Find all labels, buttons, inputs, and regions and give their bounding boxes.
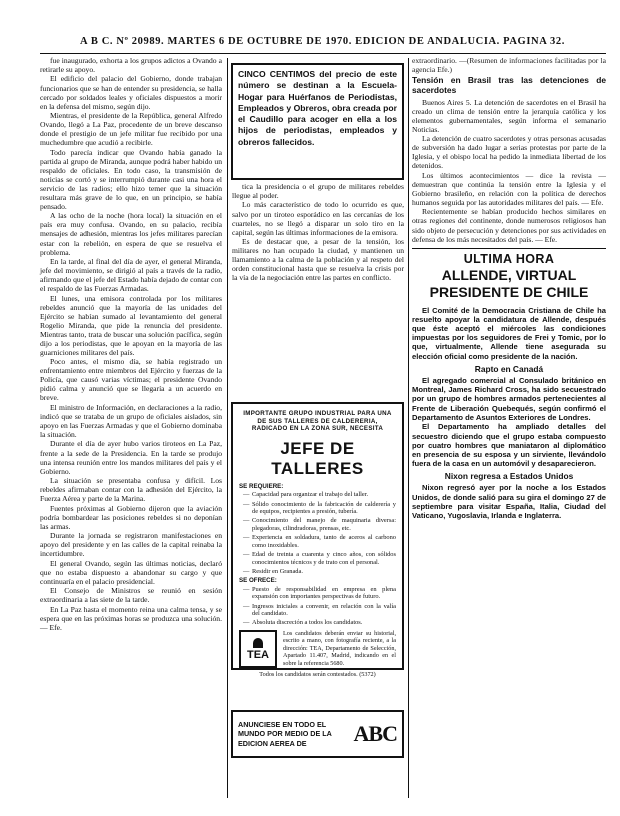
col1-paragraph: Poco antes, el mismo día, se había registrado un enfrentamiento entre miembros del Ejército y fuerzas de la Policía, que causó varias víctimas; el presidente Ovando pidió calma y anunció que se llegaría a un acuerdo en breve. xyxy=(40,357,222,403)
abc-logo: ABC xyxy=(353,721,397,746)
col1-paragraph: Todo parecía indicar que Ovando había ganado la partida al grupo de Miranda, aunque podrá haber habido un respaldo de oficiales. En todo caso, la transmisión de noticias se cortó y se interrumpió durante casi una hora el servicio de las radios; ello hizo temer que la situación resultara más grave de lo que, en un principio, se había pensado. xyxy=(40,147,222,211)
ad-footer: Todos los candidatos serán contestados. (5372) xyxy=(259,671,376,679)
requirement-item: — Sólido conocimiento de la fabricación de calderería y de equipos, recipientes a presión, tubería. xyxy=(239,501,396,516)
allende-paragraph: El Comité de la Democracia Cristiana de Chile ha resuelto apoyar la candidatura de Allende, después que éste aceptó el miércoles las condiciones impuestas por los seguidores de Frei y Tomic, por lo que, virtualmente, Allende tiene asegurada su elección oficial como presidente de la nación. xyxy=(412,305,606,361)
ad-contact-text: Los candidatos deberán enviar su historial, escrito a mano, con fotografía reciente, a la dirección: TEA, Departamento de Selección, Apartado 11.407, Madrid, indicando en el sobre la referencia 5680. xyxy=(283,630,396,667)
col1-paragraph: Durante la jornada se registraron manifestaciones en apoyo del presidente y en las calles de la capital reinaba la incertidumbre. xyxy=(40,531,222,559)
ad-contact-row xyxy=(239,630,396,668)
col1-paragraph: La situación se presentaba confusa y difícil. Los rebeldes afirmaban contar con la adhesión del Ejército, la Fuerza Aérea y parte de la Marina. xyxy=(40,476,222,504)
brasil-paragraph: Recientemente se habían producido hechos similares en otras regiones del continente, donde numerosos religiosos han sido objeto de persecución y detenciones por sus actividades en defensa de los más necesitados del país. — Efe. xyxy=(412,207,606,244)
column-right-news xyxy=(412,56,606,796)
col1-paragraph: A las ocho de la noche (hora local) la situación en el país era muy confusa. Ovando, en su palacio, recibía mensajes de adhesión, mientras los jefes militares parecían estar con la rebelión, en espera de que se resuelva el problema. xyxy=(40,211,222,257)
offer-item: — Absoluta discreción a todos los candidatos. xyxy=(239,619,396,627)
offer-item: — Puesto de responsabilidad en empresa en plena expansión con importantes perspectivas de futuro. xyxy=(239,586,396,601)
ultima-hora-heading: ULTIMA HORA xyxy=(463,251,555,266)
col1-paragraph: El Consejo de Ministros se reunió en sesión extraordinaria a las siete de la tarde. xyxy=(40,586,222,605)
col1-paragraph: El lunes, una emisora controlada por los militares rebeldes anunció que la mayoría de las unidades del Ejército se habían sumado al levantamiento del general Rogelio Miranda, que pide la renuncia del presidente. Mientras tanto, trata de buscar una solución pacífica, según dijo a los periodistas, que le apoyan en la mayoría de las guarniciones militares del país. xyxy=(40,293,222,357)
ad-header: IMPORTANTE GRUPO INDUSTRIAL PARA UNA DE SUS TALLERES DE CALDERERIA, RADICADO EN LA ZONA SUR, NECESITA xyxy=(243,410,392,433)
cinco-centimos-text: CINCO CENTIMOS del precio de este número se destinan a la Escuela-Hogar para Huérfanos de Periodistas, Empleados y Obreros, obra creada por el Caudillo para acoger en ella a los hijos de periodistas, empleados y obreros fallecidos. xyxy=(238,69,397,147)
col2-paragraph: Lo más característico de todo lo ocurrido es que, salvo por un tiroteo esporádico en las cercanías de los cuarteles, no se llegó a disparar un solo tiro en la capital, según las últimas informaciones de la emisora. xyxy=(232,200,404,237)
col1-paragraph: En la tarde, al final del día de ayer, el general Miranda, jefe del movimiento, se dirigió al país a través de la radio, afirmando que el jefe del Estado había dejado de contar con el respaldo de las Fuerzas Armadas. xyxy=(40,256,222,294)
col1-paragraph: El ministro de Información, en declaraciones a la radio, indicó que se trataba de un grupo de oficiales aislados, sin apoyo en las Fuerzas Armadas y que el Gobierno dominaba la situación. xyxy=(40,402,222,440)
page-masthead: A B C. Nº 20989. MARTES 6 DE OCTUBRE DE 1970. EDICION DE ANDALUCIA. PAGINA 32. xyxy=(80,36,565,47)
col1-paragraph: El general Ovando, según las últimas noticias, declaró que no estaba dispuesto a abandonar su cargo y que continuaría en el palacio presidencial. xyxy=(40,558,222,586)
offers-label: SE OFRECE: xyxy=(239,577,277,585)
requirement-item: — Conocimiento del manejo de maquinaria diversa: plegadoras, cilindradoras, prensas, etc. xyxy=(239,517,396,532)
masthead-rule xyxy=(40,53,606,54)
offer-item: — Ingresos iniciales a convenir, en relación con la valía del candidato. xyxy=(239,603,396,618)
requirement-item: — Edad de treinta a cuarenta y cinco años, con sólidos conocimientos técnicos y de trato con el personal. xyxy=(239,551,396,566)
requirements-list xyxy=(239,491,396,575)
requirement-item: — Experiencia en soldadura, tanto de aceros al carbono como inoxidables. xyxy=(239,534,396,549)
offers-list xyxy=(239,586,396,627)
col1-paragraph: Mientras, el presidente de la República, general Alfredo Ovando, llegó a La Paz, procedente de un breve descanso donde el prestigio de un jefe militar fue recibido por una muchedumbre que acudió a recibirle. xyxy=(40,111,222,148)
cinco-centimos-notice xyxy=(231,63,404,180)
col1-paragraph: El edificio del palacio del Gobierno, donde trabajan funcionarios que se han de entender su presidencia, se halla cercado por soldados leales y oficiales dispuestos a morir en la defensa del mismo, según dijo. xyxy=(40,74,222,111)
nixon-paragraph: Nixon regresó ayer por la noche a los Estados Unidos, de donde salió para su gira el domingo 27 de septiembre para visitar España, Italia, Ciudad del Vaticano, Yugoslavia, Irlanda e Inglaterra. xyxy=(412,483,606,520)
column-middle-article xyxy=(232,182,404,298)
abc-ad-text: ANUNCIESE EN TODO EL MUNDO POR MEDIO DE LA EDICION AEREA DE xyxy=(238,719,332,748)
col1-paragraph: fue inaugurado, exhorta a los grupos adictos a Ovando a retirarle su apoyo. xyxy=(40,56,222,75)
col2-paragraph: Es de destacar que, a pesar de la tensión, los militares no han ocupado la ciudad, y mantienen un llamamiento a la calma de la población y al respeto del orden constitucional hasta que se resuelva la crisis por la vía de la negociación entre las partes en conflicto. xyxy=(232,237,404,283)
col1-paragraph: Durante el día de ayer hubo varios tiroteos en La Paz, frente a la sede de la Presidencia. En la tarde se produjo una intensa reunión entre los mandos militares del país y el Gobierno. xyxy=(40,439,222,476)
requirements-label: SE REQUIERE: xyxy=(239,482,284,490)
column-bolivia-article xyxy=(40,56,222,796)
tea-logo xyxy=(239,630,277,668)
column-rule-left xyxy=(227,58,228,798)
headline-canada: Rapto en Canadá xyxy=(474,363,544,374)
canada-paragraph: El Departamento ha ampliado detalles del secuestro diciendo que el grupo estaba compuesto por cuatro hombres que maniataron al diplomático en presencia de su esposa y un sirviente, llevándolo fuera de la casa en un automóvil y desaparecieron. xyxy=(412,422,606,469)
column-rule-right xyxy=(408,58,409,798)
tea-logo-icon xyxy=(253,638,263,648)
ad-title: JEFE DE TALLERES xyxy=(271,438,364,478)
col1-paragraph: Fuentes próximas al Gobierno dijeron que la aviación podría bombardear las posiciones rebeldes si no deponían las armas. xyxy=(40,503,222,531)
canada-paragraph: El agregado comercial al Consulado británico en Montreal, James Richard Cross, ha sido secuestrado por un grupo de hombres armados pertenecientes al Frente de Liberación Quebequés, según confirmó el Departamento de Asuntos Exteriores de Londres. xyxy=(412,375,606,422)
tea-logo-text: TEA xyxy=(247,648,269,661)
headline-nixon: Nixon regresa a Estados Unidos xyxy=(444,471,574,482)
requirement-item: — Residir en Granada. xyxy=(239,568,396,576)
requirement-item: — Capacidad para organizar el trabajo del taller. xyxy=(239,491,396,499)
abc-air-edition-ad xyxy=(231,710,404,758)
section-rule xyxy=(412,248,606,249)
brasil-paragraph: La detención de cuatro sacerdotes y otras personas acusadas de subversión ha dado lugar a serias protestas por parte de la Iglesia, y el obispo local ha pedido la inmediata libertad de los detenidos. xyxy=(412,134,606,171)
headline-brasil: Tensión en Brasil tras las detenciones de sacerdotes xyxy=(412,75,606,95)
col2-paragraph: tica la presidencia o el grupo de militares rebeldes llegue al poder. xyxy=(232,182,404,201)
brasil-paragraph: Los últimos acontecimientos — dice la revista — demuestran que continúa la tensión entre la Iglesia y el Gobierno brasileño, en relación con la política de derechos humanos seguida por las autoridades militares del país. — Efe. xyxy=(412,170,606,207)
brasil-paragraph: Buenos Aires 5. La detención de sacerdotes en el Brasil ha creado un clima de tensión entre la jerarquía católica y los elementos gubernamentales, según informa el semanario Noticias. xyxy=(412,97,606,134)
col1-paragraph: En La Paz hasta el momento reina una calma tensa, y se espera que en las próximas horas se produzca una solución. — Efe. xyxy=(40,604,222,632)
col3-intro: extraordinario. —(Resumen de informaciones facilitadas por la agencia Efe.) xyxy=(412,56,606,75)
headline-allende: ALLENDE, VIRTUAL PRESIDENTE DE CHILE xyxy=(429,266,589,300)
job-advertisement xyxy=(231,402,404,679)
